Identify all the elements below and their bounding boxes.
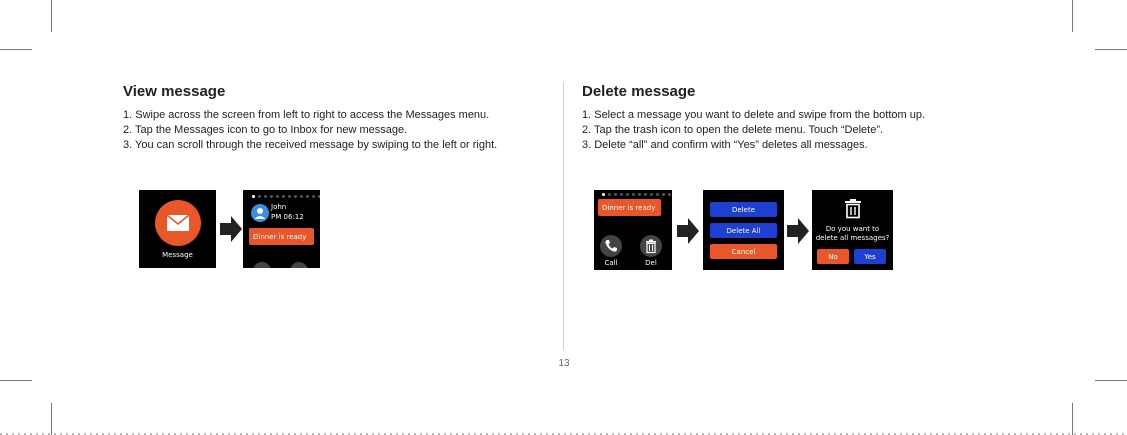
message-bubble[interactable]: Dinner is ready [598, 199, 661, 216]
step-item: 2. Tap the trash icon to open the delete menu. Touch “Delete”. [582, 124, 884, 136]
crop-mark [51, 403, 52, 435]
yes-button[interactable]: Yes [854, 249, 886, 264]
phone-icon [600, 235, 622, 257]
step-item: 1. Select a message you want to delete and swipe from the bottom up. [582, 109, 926, 121]
message-bubble[interactable]: Dinner is ready [249, 228, 314, 245]
delete-message-heading: Delete message [582, 83, 696, 100]
watch-screen-inbox [243, 190, 320, 268]
delete-all-option[interactable]: Delete All [710, 223, 777, 238]
page-indicator [252, 195, 320, 198]
message-app-label: Message [162, 251, 193, 259]
delete-option[interactable]: Delete [710, 202, 777, 217]
message-app-button[interactable] [155, 200, 201, 246]
step-item: 3. Delete “all” and confirm with “Yes” deletes all messages. [582, 139, 868, 151]
crop-mark [51, 0, 52, 32]
crop-mark [0, 380, 32, 381]
watch-screen-delete-menu [703, 190, 784, 270]
watch-screen-confirm [812, 190, 893, 270]
person-icon [251, 204, 269, 222]
page-number: 13 [558, 358, 570, 369]
message-time: PM 06:12 [271, 213, 304, 221]
watch-screen-message [139, 190, 216, 268]
confirm-question-line2: delete all messages? [815, 234, 890, 242]
crop-mark [1072, 403, 1073, 435]
column-divider [563, 82, 564, 350]
call-button[interactable] [253, 262, 271, 268]
confirm-question-line1: Do you want to [825, 225, 880, 233]
trash-icon [843, 198, 863, 220]
step-item: 3. You can scroll through the received message by swiping to the left or right. [123, 139, 498, 151]
arrow-right-icon [220, 216, 242, 242]
step-item: 2. Tap the Messages icon to go to Inbox for new message. [123, 124, 408, 136]
call-button[interactable] [600, 235, 622, 257]
avatar [251, 204, 269, 222]
watch-screen-actions [594, 190, 672, 270]
call-label: Call [604, 259, 618, 267]
delete-button[interactable] [640, 235, 662, 257]
crop-mark [0, 49, 32, 50]
del-label: Del [645, 259, 657, 267]
view-message-heading: View message [123, 83, 226, 100]
page-indicator [602, 193, 671, 196]
arrow-right-icon [787, 218, 809, 244]
delete-button[interactable] [290, 262, 308, 268]
crop-mark [1095, 380, 1127, 381]
crop-mark [1072, 0, 1073, 32]
contact-name: John [271, 203, 287, 211]
crop-mark [1095, 49, 1127, 50]
view-message-steps [123, 108, 497, 153]
step-item: 1. Swipe across the screen from left to right to access the Messages menu. [123, 109, 490, 121]
cancel-option[interactable]: Cancel [710, 244, 777, 259]
envelope-icon [155, 200, 201, 246]
delete-message-steps [582, 108, 925, 153]
arrow-right-icon [677, 218, 699, 244]
trash-icon [640, 235, 662, 257]
no-button[interactable]: No [817, 249, 849, 264]
